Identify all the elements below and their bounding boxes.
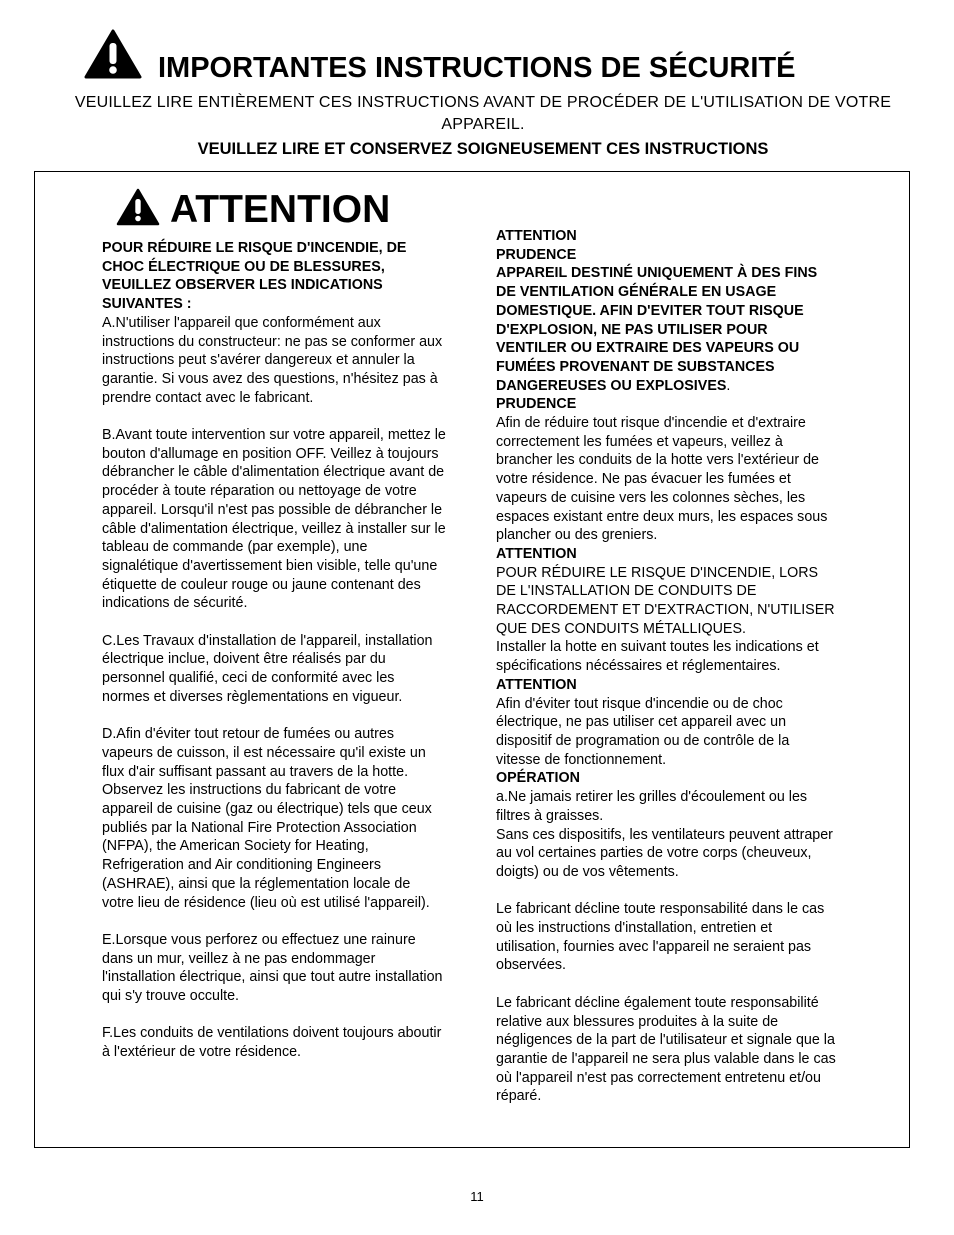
operation-a: a.Ne jamais retirer les grilles d'écoulement ou les filtres à graisses. [496, 789, 808, 824]
keep-instructions-notice: VEUILLEZ LIRE ET CONSERVEZ SOIGNEUSEMENT CES INSTRUCTIONS [197, 140, 769, 158]
heading-attention-3: ATTENTION [496, 676, 577, 693]
liability-1: Le fabricant décline toute responsabilité dans le cas où les instructions d'installation, entretien et utilisation, fournies avec l'appareil ne seraient pas observées. [496, 901, 825, 974]
warning-triangle-icon [84, 29, 142, 79]
instruction-e: E.Lorsque vous perforez ou effectuez une rainure dans un mur, veillez à ne pas endommager l'installation électrique, ainsi que tout autre installation qui s'y trouve occulte. [102, 931, 443, 1005]
metal-ducts-warning: POUR RÉDUIRE LE RISQUE D'INCENDIE, LORS DE L'INSTALLATION DE CONDUITS DE RACCORDEMENT ET D'EXTRACTION, N'UTILISER QUE DES CONDUITS MÉTALLIQUES. [496, 564, 835, 637]
prudence-text: Afin de réduire tout risque d'incendie et d'extraire correctement les fumées et vapeurs, veillez à brancher les conduits de la hotte vers l'extérieur de votre résidence. Ne pas évacuer les fumées et vapeurs de cuisine vers les colonnes sèches, les espaces existant entre deux murs, les espaces sous plancher ou des greniers. [496, 415, 828, 544]
heading-attention-2: ATTENTION [496, 545, 577, 562]
page-number: 11 [470, 1189, 484, 1204]
left-column [102, 239, 446, 1062]
liability-2: Le fabricant décline également toute responsabilité relative aux blessures produites à la suite de négligences de la part de l'utilisateur et signale que la garantie de l'appareil ne sera plus valable dans le cas où l'appareil n'est pas correctement entretenu et/ou réparé. [496, 994, 836, 1105]
heading-prudence: PRUDENCE [496, 246, 577, 263]
attention-warning-icon [116, 188, 160, 226]
heading-prudence-2: PRUDENCE [496, 396, 577, 413]
domestic-use-warning: APPAREIL DESTINÉ UNIQUEMENT À DES FINS DE VENTILATION GÉNÉRALE EN USAGE DOMESTIQUE. AFIN D'EVITER TOUT RISQUE D'EXPLOSION, NE PAS UTILISER POUR VENTILER OU EXTRAIRE DES VAPEURS OU FUMÉES PROVENANT DE SUBSTANCES DANGEREUSES OU EXPLOSIVES [496, 265, 818, 394]
instruction-a: A.N'utiliser l'appareil que conformément aux instructions du constructeur: ne pas se conformer aux instructions peut s'avérer dangereux et annuler la garantie. Si vous avez des questions, n'hésitez pas à prendre contact avec le fabricant. [102, 314, 443, 406]
operation-b: Sans ces dispositifs, les ventilateurs peuvent attraper au vol certaines parties de votre corps (cheuveux, doigts) ou de vos vêtements. [496, 826, 833, 880]
heading-operation: OPÉRATION [496, 770, 580, 787]
installation-text: Installer la hotte en suivant toutes les indications et spécifications nécéssaires et réglementaires. [496, 639, 819, 675]
left-intro: POUR RÉDUIRE LE RISQUE D'INCENDIE, DE CHOC ÉLECTRIQUE OU DE BLESSURES, VEUILLEZ OBSERVER LES INDICATIONS SUIVANTES : [102, 240, 407, 313]
domestic-use-period: . [726, 377, 731, 394]
page-title: IMPORTANTES INSTRUCTIONS DE SÉCURITÉ [158, 52, 796, 84]
right-column [496, 227, 836, 1106]
speed-control-warning: Afin d'éviter tout risque d'incendie ou de choc électrique, ne pas utiliser cet appareil avec un dispositif de programation ou de contrôle de la vitesse de fonctionnement. [496, 695, 790, 768]
heading-attention: ATTENTION [496, 228, 577, 244]
attention-heading: ATTENTION [170, 188, 391, 231]
read-instructions-notice: VEUILLEZ LIRE ENTIÈREMENT CES INSTRUCTIONS AVANT DE PROCÉDER DE L'UTILISATION DE VOTRE APPAREIL. [74, 94, 892, 133]
instruction-c: C.Les Travaux d'installation de l'appareil, installation électrique inclue, doivent être réalisés par du personnel qualifié, ceci de conformité avec les normes et diverses règlementations en vigueur. [102, 632, 433, 705]
instruction-f: F.Les conduits de ventilations doivent toujours aboutir à l'extérieur de votre résidence. [102, 1025, 442, 1061]
instruction-d: D.Afin d'éviter tout retour de fumées ou autres vapeurs de cuisson, il est nécessaire qu'il existe un flux d'air suffisant passant au travers de la hotte. Observez les instructions du fabricant de votre appareil de cuisine (gaz ou électrique) tels que ceux publiés par la National Fire Protection Association (NFPA), the American Society for Heating, Refrigeration and Air conditioning Engineers (ASHRAE), ainsi que la réglementation locale de votre lieu de résidence (lieu où est utilisé l'appareil). [102, 726, 432, 911]
instruction-b: B.Avant toute intervention sur votre appareil, mettez le bouton d'allumage en position OFF. Veillez à toujours débrancher le câble d'alimentation électrique avant de procéder à toute réparation ou nettoyage de votre appareil. Lorsqu'il n'est pas possible de débrancher le câble d'alimentation électrique, veillez à installer sur le tableau de commande (par exemple), une signalétique d'avertissement bien visible, telle qu'une étiquette de couleur rouge ou jaune contenant des indications de sécurité. [102, 427, 446, 612]
